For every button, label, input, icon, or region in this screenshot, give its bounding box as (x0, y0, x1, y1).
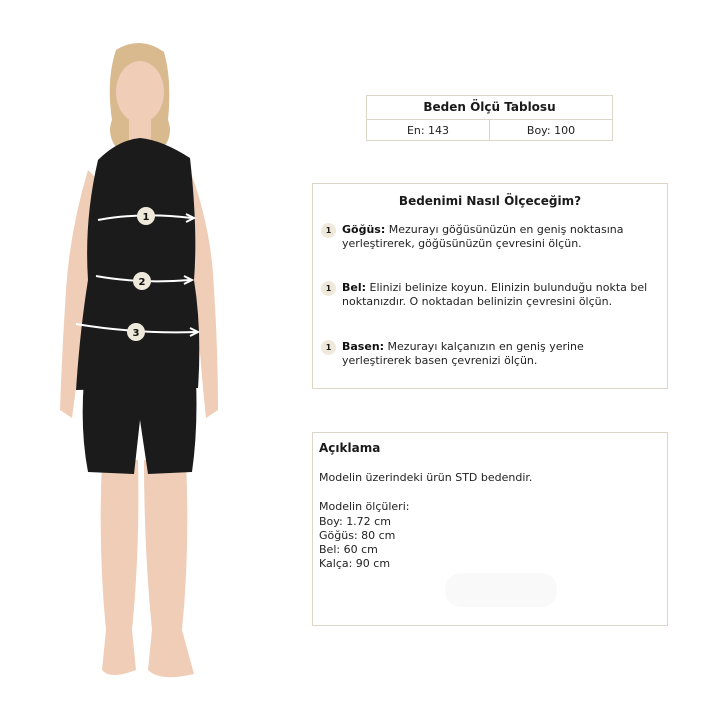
step-text (342, 281, 651, 309)
size-length-cell: Boy: 100 (489, 120, 612, 141)
size-width-cell: En: 143 (406, 124, 450, 137)
step-label: Basen: (342, 340, 385, 353)
step-label: Bel: (342, 281, 367, 294)
description-note: Modelin üzerindeki ürün STD bedendir. (319, 471, 533, 484)
description-title: Açıklama (319, 441, 381, 455)
measurement-chest: Göğüs: 80 cm (319, 529, 396, 542)
model-photo (40, 30, 240, 700)
step-badge: 1 (321, 281, 336, 296)
step-description: Elinizi belinize koyun. Elinizin bulunduğu nokta bel noktanızdır. O noktadan belinizin çevresini ölçün. (342, 281, 648, 308)
model-left-leg (101, 460, 139, 675)
step-badge: 1 (321, 340, 336, 355)
measurement-hips: Kalça: 90 cm (319, 557, 391, 570)
how-to-measure-panel (312, 183, 668, 389)
step-description: Mezurayı kalçanızın en geniş yerine yerleştirerek basen çevrenizi ölçün. (342, 340, 584, 367)
size-table-title: Beden Ölçü Tablosu (367, 96, 612, 120)
model-shorts (83, 380, 197, 474)
step-chest (321, 223, 651, 251)
step-text (342, 223, 651, 251)
size-table-row (367, 120, 612, 141)
model-face (116, 61, 164, 123)
step-label: Göğüs: (342, 223, 386, 236)
step-waist (321, 281, 651, 309)
model-right-leg (144, 460, 194, 677)
measurement-waist: Bel: 60 cm (319, 543, 378, 556)
step-text (342, 340, 651, 368)
faint-watermark (445, 573, 557, 607)
model-top-garment (76, 138, 199, 390)
step-hips (321, 340, 651, 368)
svg-text:2: 2 (138, 277, 146, 288)
step-description: Mezurayı göğüsünüzün en geniş noktasına yerleştirerek, göğüsünüzün çevresini ölçün. (342, 223, 624, 250)
how-to-measure-title: Bedenimi Nasıl Ölçeceğim? (398, 194, 582, 208)
size-table (366, 95, 613, 141)
step-badge: 1 (321, 223, 336, 238)
measurements-title: Modelin ölçüleri: (319, 500, 410, 513)
description-panel (312, 432, 668, 626)
svg-text:3: 3 (132, 328, 140, 339)
measurement-height: Boy: 1.72 cm (319, 515, 391, 528)
svg-text:1: 1 (142, 212, 150, 223)
